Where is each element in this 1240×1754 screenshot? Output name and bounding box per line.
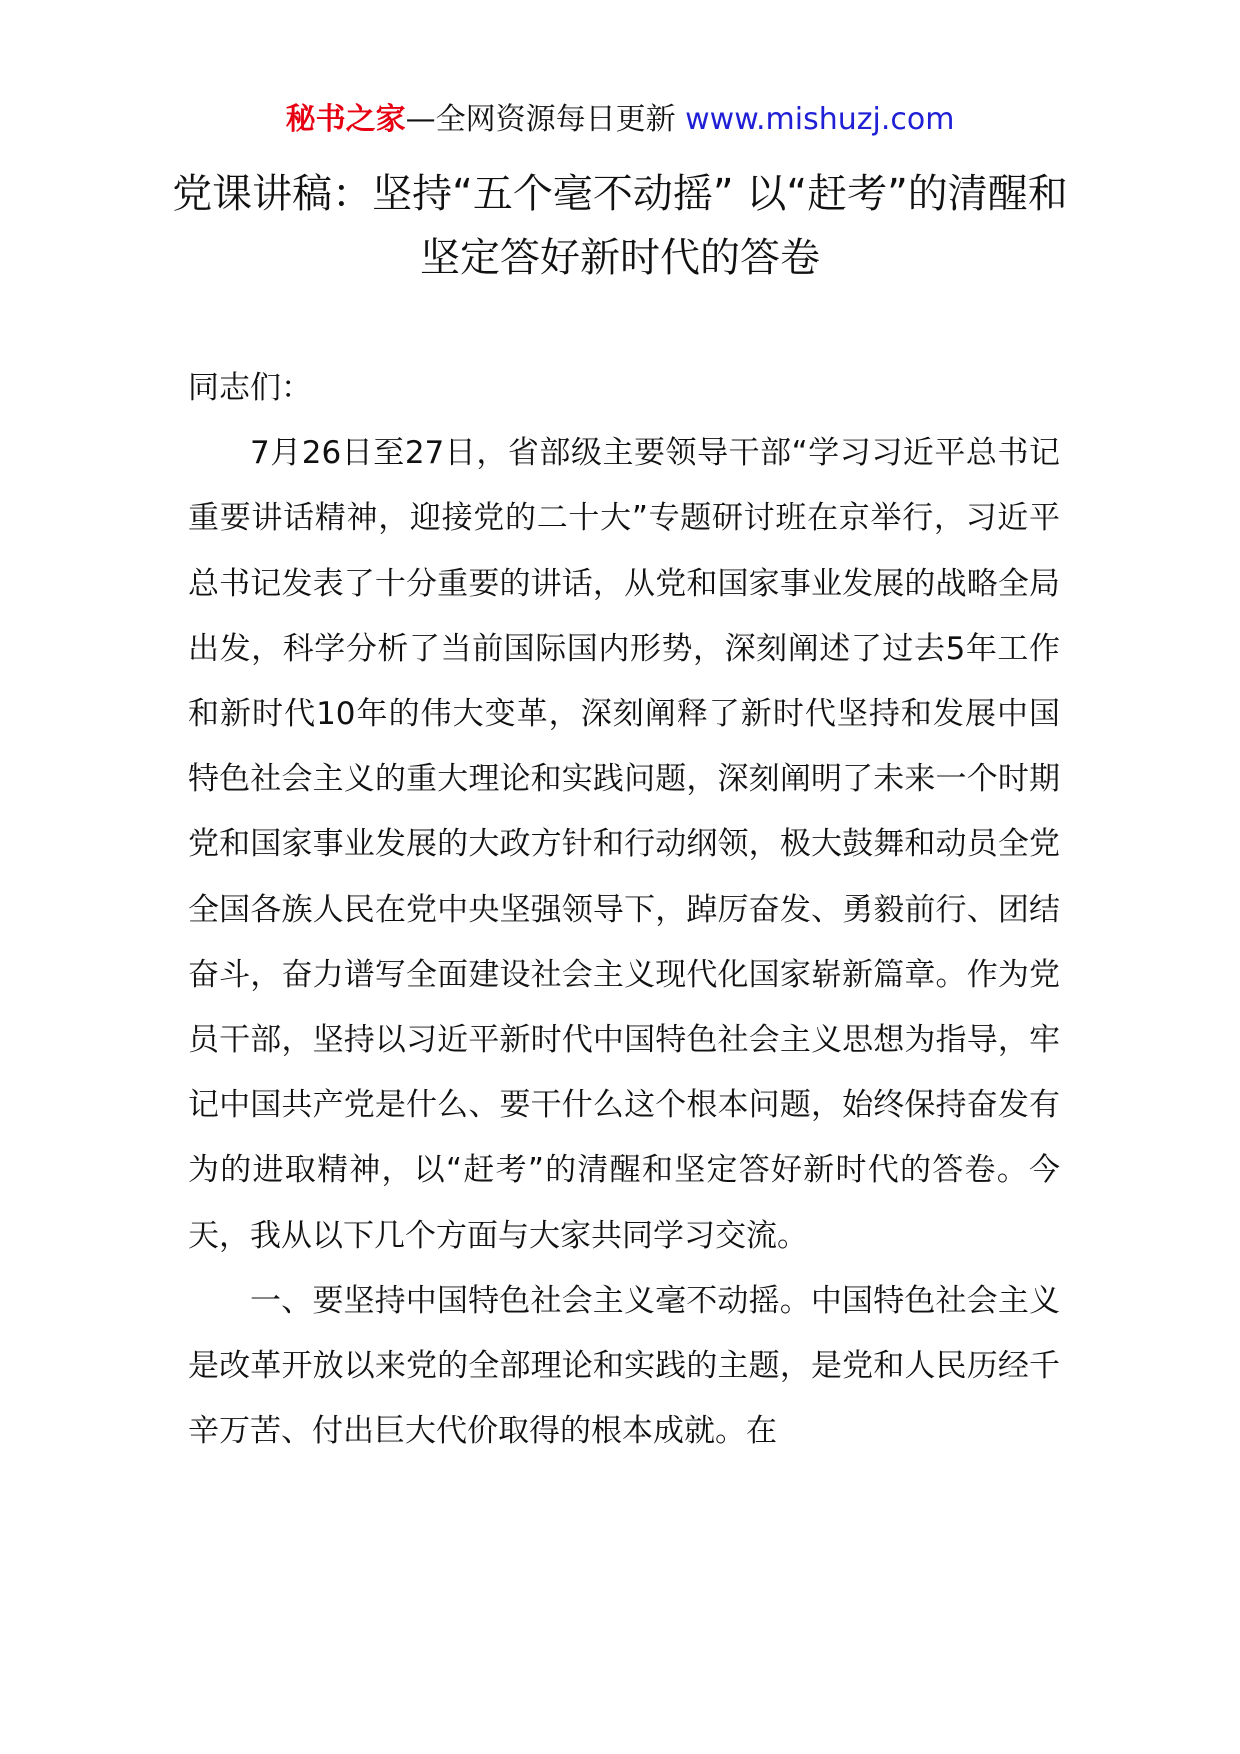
body-paragraph: 7月26日至27日，省部级主要领导干部“学习习近平总书记重要讲话精神，迎接党的二十大”专题研讨班在京举行，习近平总书记发表了十分重要的讲话，从党和国家事业发展的战略全局出发，科学分析了当前国际国内形势，深刻阐述了过去5年工作和新时代10年的伟大变革，深刻阐释了新时代坚持和发展中国特色社会主义的重大理论和实践问题，深刻阐明了未来一个时期党和国家事业发展的大政方针和行动纲领，极大鼓舞和动员全党全国各族人民在党中央坚强领导下，踔厉奋发、勇毅前行、团结奋斗，奋力谱写全面建设社会主义现代化国家崭新篇章。作为党员干部，坚持以习近平新时代中国特色社会主义思想为指导，牢记中国共产党是什么、要干什么这个根本问题，始终保持奋发有为的进取精神，以“赶考”的清醒和坚定答好新时代的答卷。今天，我从以下几个方面与大家共同学习交流。: [188, 435, 1060, 1254]
document-title: 党课讲稿：坚持“五个毫不动摇” 以“赶考”的清醒和坚定答好新时代的答卷: [172, 171, 1068, 281]
brand-name: 秘书之家: [285, 102, 406, 137]
site-banner: [0, 100, 1240, 140]
site-url-link[interactable]: www.mishuzj.com: [685, 102, 955, 137]
banner-tagline: —全网资源每日更新: [405, 102, 686, 137]
document-body: [188, 356, 1060, 1464]
body-paragraph: 一、要坚持中国特色社会主义毫不动摇。中国特色社会主义是改革开放以来党的全部理论和实践的主题，是党和人民历经千辛万苦、付出巨大代价取得的根本成就。在: [188, 1282, 1060, 1450]
salutation: 同志们：: [188, 370, 312, 406]
